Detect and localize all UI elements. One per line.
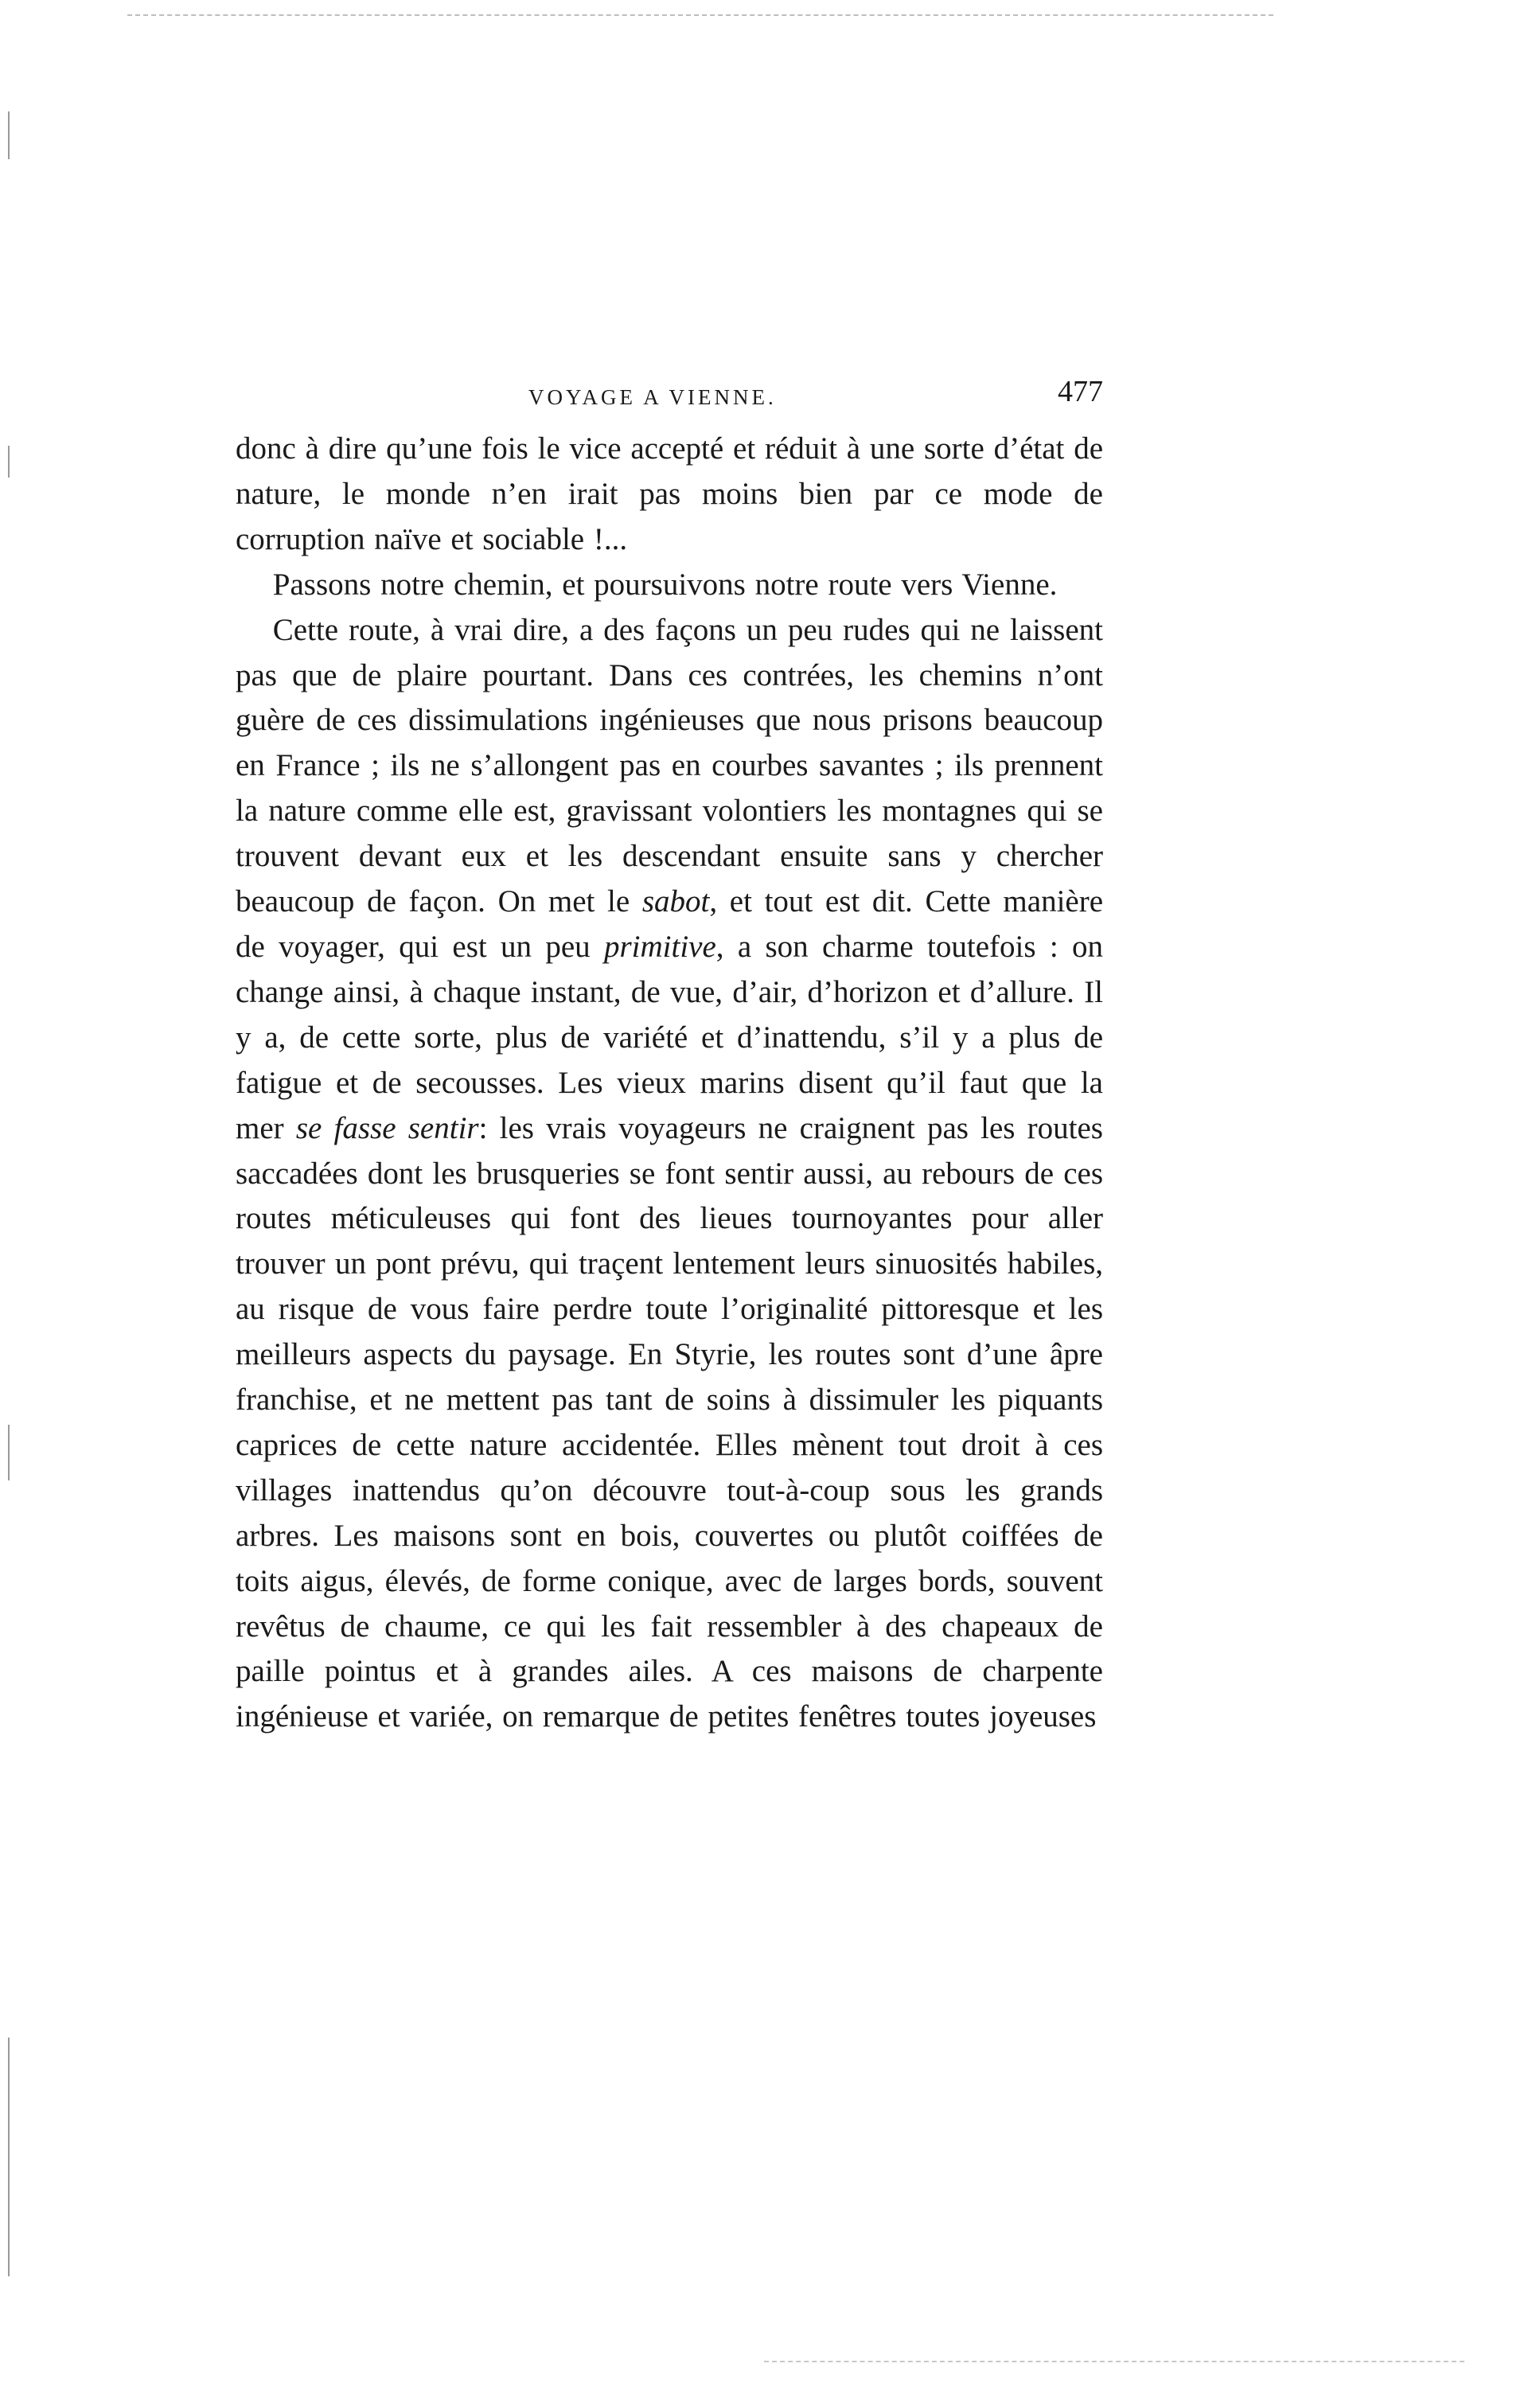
paragraph [236,608,1103,1741]
scan-margin-mark [8,446,10,478]
book-page [236,374,1103,1740]
text-run: , a son charme toutefois : on change ainsi, à chaque instant, de vue, d’air, d’horizon et d’allure. Il y a, de cette sorte, plus de variété et d’inattendu, s’il y a plus de fatigue et de secousses. Les vieux marins disent qu’il faut que la mer [236,929,1104,1145]
scan-margin-mark [8,2038,10,2276]
running-title: VOYAGE A VIENNE. [528,385,777,409]
text-run: : les vrais voyageurs ne craignent pas les routes saccadées dont les brusqueries se font sentir aussi, au rebours de ces routes méticuleuses qui font des lieues tournoyantes pour aller trouver un pont prévu, qui traçent lentement leurs sinuosités habiles, au risque de vous faire perdre toute l’originalité pittoresque et les meilleurs aspects du paysage. En Styrie, les routes sont d’une âpre franchise, et ne mettent pas tant de soins à dissimuler les piquants caprices de cette nature accidentée. Elles mènent tout droit à ces villages inattendus qu’on découvre tout-à-coup sous les grands arbres. Les maisons sont en bois, couvertes ou plutôt coiffées de toits aigus, élevés, de forme conique, avec de larges bords, souvent revêtus de chaume, ce qui les fait ressembler à des chapeaux de paille pointus et à grandes ailes. A ces maisons de charpente ingénieuse et variée, on remarque de petites fenêtres toutes joyeuses [236,1110,1103,1734]
italic-term: sabot [641,884,710,919]
scan-margin-mark [8,1425,10,1480]
scan-edge-bottom [764,2361,1464,2362]
scan-margin-mark [8,111,10,159]
scan-edge-top [127,14,1273,16]
italic-term: primitive [603,929,716,964]
text-run: , et tout est dit. Cette manière de voyager, qui est un peu [236,884,1104,964]
text-run: Cette route, à vrai dire, a des façons un peu rudes qui ne laissent pas que de plaire pourtant. Dans ces contrées, les chemins n’ont guère de ces dissimulations ingénieuses que nous prisons beaucoup en France ; ils ne s’allongent pas en courbes savantes ; ils prennent la nature comme elle est, gravissant volontiers les montagnes qui se trouvent devant eux et les descendant ensuite sans y chercher beaucoup de façon. On met le [236,612,1103,919]
body-text [236,427,1103,1740]
page-number: 477 [1058,375,1103,408]
italic-term: se fasse sentir [295,1110,479,1145]
running-head [236,374,1103,422]
paragraph-continued: donc à dire qu’une fois le vice accepté et réduit à une sorte d’état de nature, le monde n’en irait pas moins bien par ce mode de corruption naïve et sociable !... [236,431,1103,556]
paragraph: Passons notre chemin, et poursuivons notre route vers Vienne. [272,567,1058,602]
